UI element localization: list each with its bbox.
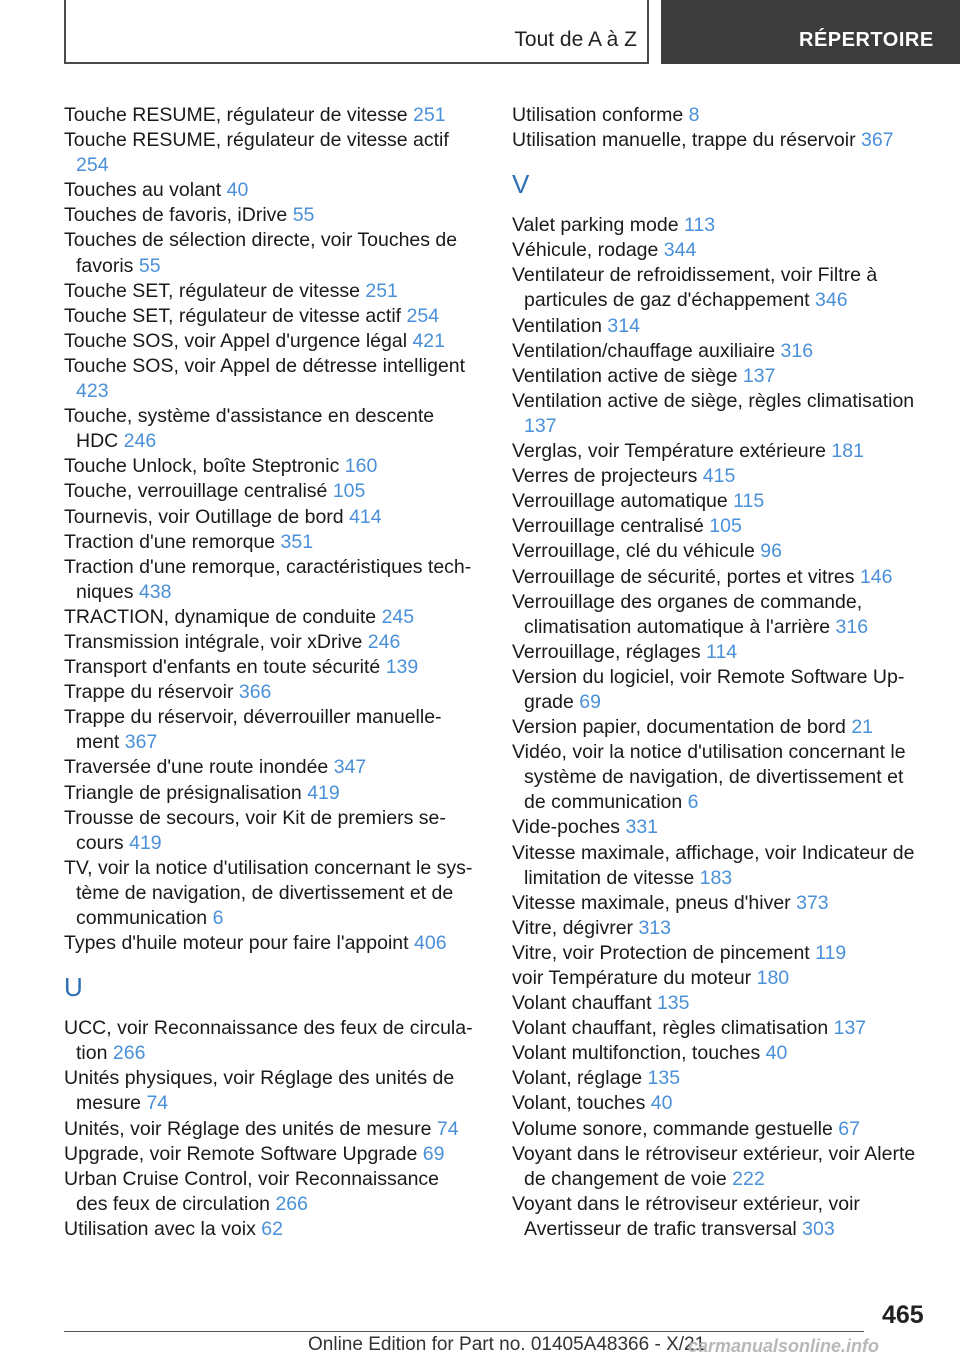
index-column-right xyxy=(512,103,922,1242)
page-reference-link[interactable]: 347 xyxy=(333,756,367,779)
page-reference-link[interactable]: 351 xyxy=(280,530,314,553)
index-entry xyxy=(64,781,474,806)
page-reference-link[interactable]: 181 xyxy=(831,440,864,463)
page-reference-link[interactable]: 421 xyxy=(412,329,445,352)
page-reference-link[interactable]: 314 xyxy=(607,314,640,337)
entry-term: Unités physiques, voir Réglage des unités de mesure xyxy=(64,1067,455,1115)
page-reference-link[interactable]: 415 xyxy=(702,465,736,488)
page-reference-link[interactable]: 160 xyxy=(344,455,378,478)
page-reference-link[interactable]: 316 xyxy=(835,615,869,638)
page-reference-link[interactable]: 74 xyxy=(436,1117,459,1140)
entry-term: Ventilation active de siège, règles climatisation xyxy=(512,389,915,412)
page-reference-link[interactable]: 137 xyxy=(833,1017,867,1040)
index-entry xyxy=(64,329,474,354)
page-reference-link[interactable]: 316 xyxy=(780,339,814,362)
footer-edition: Online Edition for Part no. 01405A48366 - X/21 xyxy=(308,1334,706,1355)
index-entry xyxy=(512,389,922,439)
index-entry xyxy=(512,1041,922,1066)
entry-term: Unités, voir Réglage des unités de mesure xyxy=(64,1117,432,1140)
page-reference-link[interactable]: 251 xyxy=(365,279,398,302)
entry-term: Touche SET, régulateur de vitesse actif xyxy=(64,304,402,327)
page-reference-link[interactable]: 366 xyxy=(238,681,272,704)
index-entry xyxy=(64,479,474,504)
index-entry xyxy=(512,740,922,815)
page-reference-link[interactable]: 115 xyxy=(733,490,765,513)
entry-term: Touches de sélection directe, voir Touches de favoris xyxy=(64,229,458,277)
page-reference-link[interactable]: 69 xyxy=(579,690,601,713)
page-reference-link[interactable]: 96 xyxy=(760,540,782,563)
entry-term: Trappe du réservoir, déverrouiller manuellement xyxy=(64,706,442,754)
page-reference-link[interactable]: 8 xyxy=(688,104,700,126)
entry-term: Touche, système d'assistance en descente HDC xyxy=(64,405,435,453)
header-chapter-tab xyxy=(661,0,960,64)
index-entry xyxy=(512,590,922,640)
index-entry xyxy=(64,680,474,705)
index-entry xyxy=(512,1091,922,1116)
index-entry xyxy=(64,1016,474,1066)
page-reference-link[interactable]: 183 xyxy=(699,866,733,889)
entry-term: Verrouillage, clé du véhicule xyxy=(512,540,755,563)
index-entry xyxy=(64,605,474,630)
page-reference-link[interactable]: 6 xyxy=(212,907,224,929)
entry-term: Trousse de secours, voir Kit de premiers secours xyxy=(64,806,446,854)
entry-term: Volant, réglage xyxy=(512,1067,643,1090)
entry-term: Traction d'une remorque, caractéristiques techniques xyxy=(64,555,472,603)
page-reference-link[interactable]: 135 xyxy=(647,1067,681,1090)
index-entry xyxy=(64,454,474,479)
entry-term: Verres de projecteurs xyxy=(512,465,698,488)
page-reference-link[interactable]: 135 xyxy=(656,992,690,1015)
entry-term: Transmission intégrale, voir xDrive xyxy=(64,630,363,653)
index-entry xyxy=(64,530,474,555)
section-title: Tout de A à Z xyxy=(514,28,637,51)
index-entry xyxy=(512,916,922,941)
entry-term: Urban Cruise Control, voir Reconnaissance des feux de circulation xyxy=(64,1167,440,1215)
index-entry xyxy=(64,203,474,228)
page-reference-link[interactable]: 69 xyxy=(422,1142,445,1165)
page-reference-link[interactable]: 246 xyxy=(123,430,157,453)
entry-term: Verrouillage automatique xyxy=(512,490,728,513)
entry-term: Types d'huile moteur pour faire l'appoint xyxy=(64,932,409,955)
index-entry xyxy=(512,1066,922,1091)
entry-term: Upgrade, voir Remote Software Upgrade xyxy=(64,1142,418,1165)
page-reference-link[interactable]: 331 xyxy=(625,816,659,839)
index-entry xyxy=(512,539,922,564)
page-reference-link[interactable]: 344 xyxy=(663,239,697,262)
index-entry xyxy=(64,705,474,755)
entry-term: Touche RESUME, régulateur de vitesse actif xyxy=(64,129,449,152)
entry-term: Vitesse maximale, affichage, voir Indicateur de limitation de vitesse xyxy=(512,841,915,889)
entry-term: Volant chauffant, règles climatisation xyxy=(512,1017,829,1040)
entry-term: Vitre, dégivrer xyxy=(512,916,634,939)
index-entry xyxy=(64,755,474,780)
entry-term: Traversée d'une route inondée xyxy=(64,756,329,779)
page-reference-link[interactable]: 245 xyxy=(381,605,415,628)
index-entry xyxy=(512,128,922,153)
page-reference-link[interactable]: 55 xyxy=(292,204,315,227)
index-entry xyxy=(64,630,474,655)
page-reference-link[interactable]: 251 xyxy=(413,104,446,126)
page-reference-link[interactable]: 313 xyxy=(638,916,671,939)
entry-term: UCC, voir Reconnaissance des feux de circulation xyxy=(64,1017,473,1065)
index-entry xyxy=(64,931,474,956)
entry-term: Utilisation avec la voix xyxy=(64,1217,256,1240)
entry-term: Trappe du réservoir xyxy=(64,681,234,704)
chapter-title: RÉPERTOIRE xyxy=(799,29,934,51)
index-entry xyxy=(512,464,922,489)
index-entry xyxy=(512,1192,922,1242)
page-reference-link[interactable]: 346 xyxy=(815,289,848,312)
page-reference-link[interactable]: 303 xyxy=(802,1217,835,1240)
entry-term: Volant chauffant xyxy=(512,992,652,1015)
index-entry xyxy=(64,228,474,278)
page-reference-link[interactable]: 74 xyxy=(146,1092,169,1115)
entry-term: TV, voir la notice d'utilisation concernant le système de navigation, de divertissement et de communication xyxy=(64,856,473,929)
page-number: 465 xyxy=(882,1301,924,1329)
index-entry xyxy=(64,856,474,931)
index-entry xyxy=(512,339,922,364)
index-entry xyxy=(64,1142,474,1167)
page-reference-link[interactable]: 373 xyxy=(796,891,829,914)
page-reference-link[interactable]: 139 xyxy=(385,656,419,679)
entry-term: Triangle de présignalisation xyxy=(64,781,302,804)
page-reference-link[interactable]: 55 xyxy=(138,254,161,277)
watermark: carmanualsonline.info xyxy=(688,1336,880,1356)
entry-term: Touche SOS, voir Appel d'urgence légal xyxy=(64,329,408,352)
page-reference-link[interactable]: 406 xyxy=(414,932,447,955)
page-reference-link[interactable]: 180 xyxy=(756,967,790,989)
entry-term: Valet parking mode xyxy=(512,214,679,237)
entry-term: Version du logiciel, voir Remote Software Upgrade xyxy=(512,665,905,713)
index-entry xyxy=(64,304,474,329)
entry-term: Touche Unlock, boîte Steptronic xyxy=(64,455,340,478)
page-reference-link[interactable]: 137 xyxy=(742,364,776,387)
index-entry xyxy=(512,640,922,665)
index-entry xyxy=(64,655,474,680)
entry-term: Véhicule, rodage xyxy=(512,239,659,262)
entry-term: Ventilation/chauffage auxiliaire xyxy=(512,339,776,362)
index-entry xyxy=(64,178,474,203)
page-reference-link[interactable]: 113 xyxy=(684,214,716,237)
index-entry xyxy=(64,505,474,530)
index-entry xyxy=(512,514,922,539)
index-entry xyxy=(512,489,922,514)
index-entry xyxy=(512,1016,922,1041)
entry-term: Touches de favoris, iDrive xyxy=(64,204,288,227)
index-entry xyxy=(512,665,922,715)
entry-term: voir Température du moteur xyxy=(512,967,752,989)
entry-term: Ventilateur de refroidissement, voir Filtre à particules de gaz d'échappement xyxy=(512,264,878,312)
header-section-tab xyxy=(64,0,649,64)
entry-term: Utilisation manuelle, trappe du réservoir xyxy=(512,129,856,152)
entry-term: Touche SOS, voir Appel de détresse intelligent xyxy=(64,354,466,377)
entry-term: Utilisation conforme xyxy=(512,104,684,126)
index-entry xyxy=(64,404,474,454)
page-reference-link[interactable]: 246 xyxy=(367,630,401,653)
index-entry xyxy=(512,715,922,740)
page-reference-link[interactable]: 222 xyxy=(732,1167,765,1190)
entry-term: Touche, verrouillage centralisé xyxy=(64,480,328,503)
page-reference-link[interactable]: 419 xyxy=(307,781,340,804)
page-reference-link[interactable]: 146 xyxy=(859,565,893,588)
page-reference-link[interactable]: 105 xyxy=(332,480,366,503)
page-reference-link[interactable]: 419 xyxy=(129,831,162,854)
entry-term: Vide-poches xyxy=(512,816,621,839)
entry-term: Volume sonore, commande gestuelle xyxy=(512,1117,833,1140)
letter-heading: V xyxy=(512,169,530,200)
entry-term: Voyant dans le rétroviseur extérieur, voir Avertisseur de trafic transversal xyxy=(512,1192,860,1240)
entry-term: Voyant dans le rétroviseur extérieur, voir Alerte de changement de voie xyxy=(512,1142,916,1190)
page-reference-link[interactable]: 6 xyxy=(687,791,699,814)
index-entry xyxy=(64,103,474,128)
index-entry xyxy=(512,966,922,991)
page-reference-link[interactable]: 119 xyxy=(815,941,847,964)
index-column-left xyxy=(64,103,474,1242)
index-entry xyxy=(512,1142,922,1192)
index-entry xyxy=(64,1117,474,1142)
index-entry xyxy=(64,555,474,605)
entry-term: Tournevis, voir Outillage de bord xyxy=(64,505,344,528)
entry-term: Volant multifonction, touches xyxy=(512,1042,761,1065)
page-reference-link[interactable]: 414 xyxy=(349,505,382,528)
entry-term: Vidéo, voir la notice d'utilisation concernant le système de navigation, de divertissement et de communication xyxy=(512,741,906,814)
index-entry xyxy=(512,841,922,891)
index-entry xyxy=(512,314,922,339)
entry-term: Touches au volant xyxy=(64,179,222,202)
page-reference-link[interactable]: 266 xyxy=(112,1042,146,1065)
page-reference-link[interactable]: 40 xyxy=(226,179,249,202)
entry-term: Version papier, documentation de bord xyxy=(512,716,846,739)
page-reference-link[interactable]: 423 xyxy=(76,380,109,403)
page-reference-link[interactable]: 40 xyxy=(650,1092,673,1115)
entry-term: Verrouillage centralisé xyxy=(512,515,704,538)
index-entry xyxy=(512,439,922,464)
entry-term: Touche SET, régulateur de vitesse xyxy=(64,279,360,302)
page-reference-link[interactable]: 367 xyxy=(861,129,894,152)
entry-term: Touche RESUME, régulateur de vitesse xyxy=(64,104,408,126)
page-reference-link[interactable]: 137 xyxy=(524,414,557,437)
page-reference-link[interactable]: 62 xyxy=(261,1217,283,1240)
page-reference-link[interactable]: 266 xyxy=(275,1192,308,1215)
index-entry xyxy=(512,565,922,590)
entry-term: Ventilation xyxy=(512,314,602,337)
index-entry xyxy=(512,263,922,313)
footer-divider xyxy=(64,1331,864,1332)
page-reference-link[interactable]: 254 xyxy=(76,154,109,177)
entry-term: Traction d'une remorque xyxy=(64,530,276,553)
entry-term: Verrouillage des organes de commande, climatisation automatique à l'arrière xyxy=(512,590,863,638)
index-entry xyxy=(512,213,922,238)
page-reference-link[interactable]: 67 xyxy=(838,1117,860,1140)
index-entry xyxy=(512,941,922,966)
index-entry xyxy=(512,991,922,1016)
index-entry xyxy=(512,238,922,263)
letter-heading: U xyxy=(64,972,83,1003)
page-reference-link[interactable]: 367 xyxy=(124,731,158,754)
index-entry xyxy=(64,279,474,304)
page-reference-link[interactable]: 105 xyxy=(709,515,742,538)
page-reference-link[interactable]: 21 xyxy=(851,716,874,739)
index-entry xyxy=(64,1167,474,1217)
index-entry xyxy=(64,1066,474,1116)
index-entry xyxy=(64,1217,474,1242)
entry-term: Verrouillage, réglages xyxy=(512,640,701,663)
index-entry xyxy=(512,103,922,128)
entry-term: Verrouillage de sécurité, portes et vitres xyxy=(512,565,855,588)
page-reference-link[interactable]: 40 xyxy=(765,1042,788,1065)
entry-term: Verglas, voir Température extérieure xyxy=(512,440,826,463)
index-entry xyxy=(512,815,922,840)
index-entry xyxy=(512,891,922,916)
entry-term: Vitesse maximale, pneus d'hiver xyxy=(512,891,791,914)
page-reference-link[interactable]: 254 xyxy=(406,304,440,327)
index-entry xyxy=(64,128,474,178)
entry-term: Transport d'enfants en toute sécurité xyxy=(64,656,381,679)
index-entry xyxy=(512,364,922,389)
index-entry xyxy=(64,806,474,856)
entry-term: Vitre, voir Protection de pincement xyxy=(512,941,810,964)
entry-term: Ventilation active de siège xyxy=(512,364,738,387)
index-entry xyxy=(64,354,474,404)
index-entry xyxy=(512,1117,922,1142)
page-reference-link[interactable]: 438 xyxy=(138,580,172,603)
entry-term: Volant, touches xyxy=(512,1092,646,1115)
entry-term: TRACTION, dynamique de conduite xyxy=(64,605,377,628)
page-reference-link[interactable]: 114 xyxy=(706,640,738,663)
